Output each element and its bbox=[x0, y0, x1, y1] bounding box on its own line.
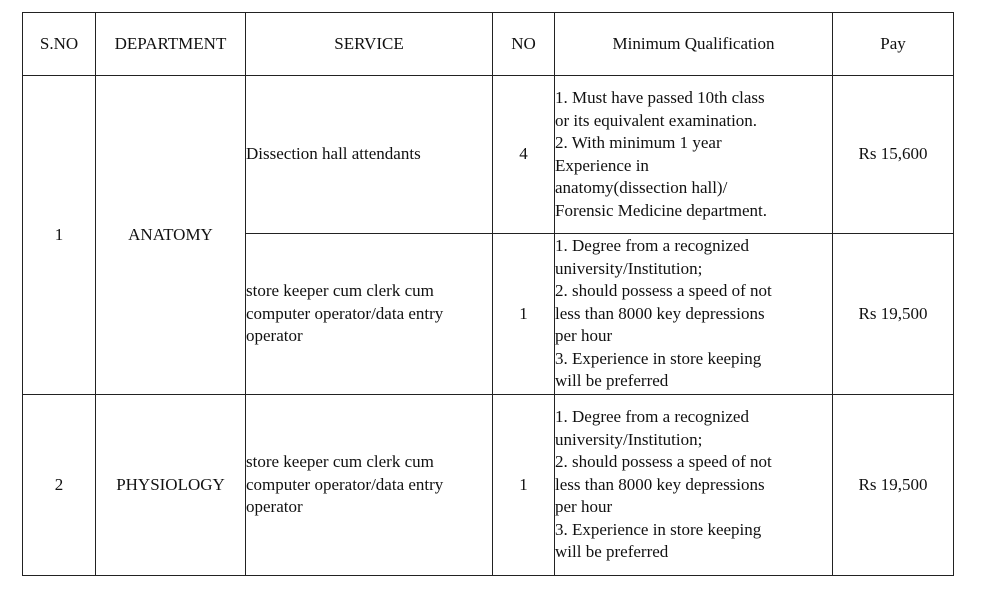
header-qualification: Minimum Qualification bbox=[555, 13, 833, 76]
qualification-line: per hour bbox=[555, 326, 613, 346]
header-sno: S.NO bbox=[23, 13, 96, 76]
table-body bbox=[23, 76, 954, 576]
qualification-line: Experience in bbox=[555, 155, 649, 175]
qualification-line: will be preferred bbox=[555, 542, 669, 562]
table-row bbox=[23, 76, 954, 234]
qualification-line: or its equivalent examination. bbox=[555, 110, 758, 130]
service-line: store keeper cum clerk cum bbox=[246, 452, 434, 472]
pay-cell: Rs 19,500 bbox=[833, 395, 954, 576]
qualification-line: university/Institution; bbox=[555, 258, 703, 278]
qualification-line: Forensic Medicine department. bbox=[555, 200, 767, 220]
service-cell bbox=[246, 395, 493, 576]
service-line: store keeper cum clerk cum bbox=[246, 281, 434, 301]
qualification-line: 3. Experience in store keeping bbox=[555, 348, 762, 368]
qualification-line: 1. Degree from a recognized bbox=[555, 407, 749, 427]
service-line: computer operator/data entry bbox=[246, 474, 444, 494]
no-cell: 4 bbox=[493, 76, 555, 234]
qualification-line: 1. Degree from a recognized bbox=[555, 236, 749, 256]
recruitment-table bbox=[22, 12, 954, 576]
qualification-line: 2. should possess a speed of not bbox=[555, 281, 772, 301]
qualification-line: 3. Experience in store keeping bbox=[555, 519, 762, 539]
qualification-line: per hour bbox=[555, 497, 613, 517]
sno-cell: 1 bbox=[23, 76, 96, 395]
qualification-line: will be preferred bbox=[555, 371, 669, 391]
table-row bbox=[23, 395, 954, 576]
qualification-line: anatomy(dissection hall)/ bbox=[555, 178, 728, 197]
pay-cell: Rs 15,600 bbox=[833, 76, 954, 234]
qualification-line: 2. With minimum 1 year bbox=[555, 133, 722, 152]
sno-cell: 2 bbox=[23, 395, 96, 576]
no-cell: 1 bbox=[493, 234, 555, 395]
header-service: SERVICE bbox=[246, 13, 493, 76]
service-line: Dissection hall attendants bbox=[246, 144, 421, 164]
qualification-line: university/Institution; bbox=[555, 429, 703, 449]
service-line: computer operator/data entry bbox=[246, 303, 444, 323]
table-header bbox=[23, 13, 954, 76]
qualification-line: less than 8000 key depressions bbox=[555, 474, 765, 494]
service-cell bbox=[246, 76, 493, 234]
header-department: DEPARTMENT bbox=[96, 13, 246, 76]
department-cell: PHYSIOLOGY bbox=[96, 395, 246, 576]
header-pay: Pay bbox=[833, 13, 954, 76]
qualification-cell bbox=[555, 76, 833, 234]
qualification-cell bbox=[555, 395, 833, 576]
no-cell: 1 bbox=[493, 395, 555, 576]
qualification-line: 2. should possess a speed of not bbox=[555, 452, 772, 472]
department-cell: ANATOMY bbox=[96, 76, 246, 395]
qualification-line: 1. Must have passed 10th class bbox=[555, 88, 765, 107]
qualification-line: less than 8000 key depressions bbox=[555, 303, 765, 323]
service-line: operator bbox=[246, 326, 303, 346]
service-cell bbox=[246, 234, 493, 395]
service-line: operator bbox=[246, 497, 303, 517]
pay-cell: Rs 19,500 bbox=[833, 234, 954, 395]
header-no: NO bbox=[493, 13, 555, 76]
qualification-cell bbox=[555, 234, 833, 395]
header-row bbox=[23, 13, 954, 76]
